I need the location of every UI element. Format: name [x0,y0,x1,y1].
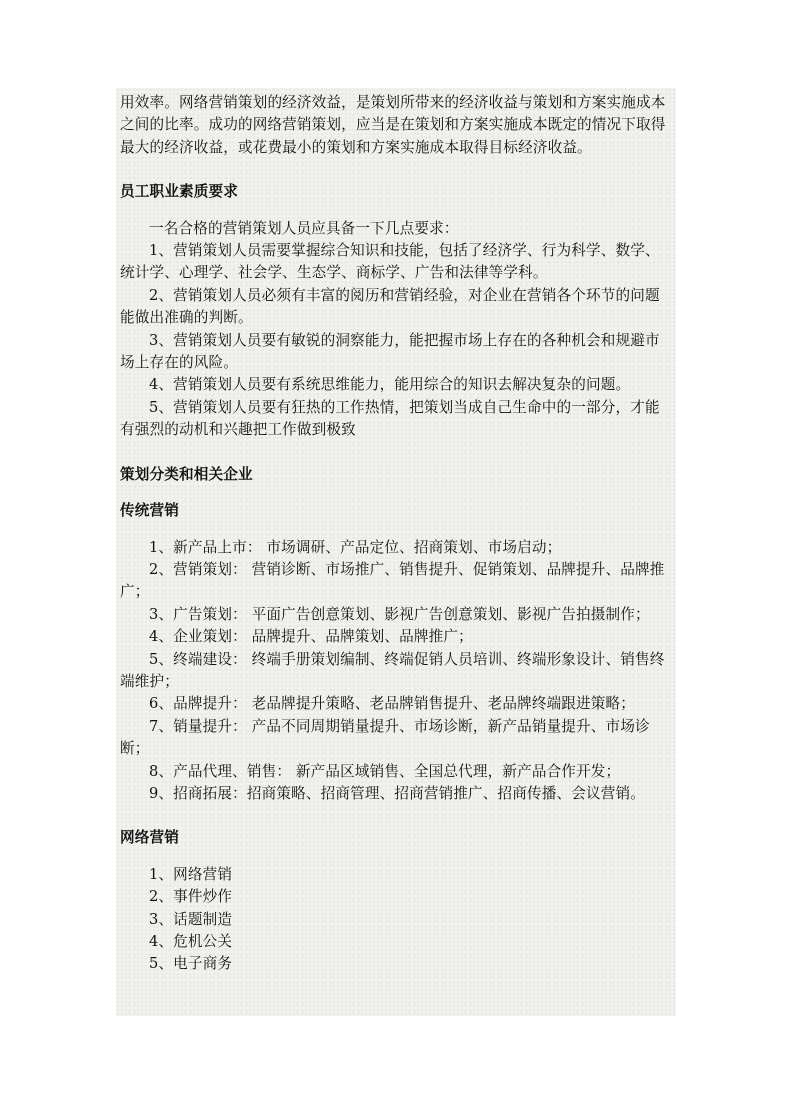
traditional-item-2: 2、营销策划： 营销诊断、市场推广、销售提升、促销策划、品牌提升、品牌推广； [120,560,665,601]
quality-lead: 一名合格的营销策划人员应具备一下几点要求： [149,219,459,237]
online-item-4: 4、危机公关 [149,933,233,950]
online-item-2: 2、事件炒作 [149,888,233,906]
heading-employee-quality: 员工职业素质要求 [120,183,238,201]
heading-categories: 策划分类和相关企业 [120,465,253,483]
traditional-item-7: 7、销量提升： 产品不同周期销量提升、市场诊断，新产品销量提升、市场诊断； [120,717,650,758]
traditional-item-3: 3、广告策划： 平面广告创意策划、影视广告创意策划、影视广告拍摄制作； [149,605,650,623]
traditional-item-8: 8、产品代理、销售： 新产品区域销售、全国总代理，新产品合作开发； [149,762,621,780]
traditional-item-9: 9、招商拓展：招商策略、招商管理、招商营销推广、招商传播、会议营销。 [149,784,645,802]
intro-paragraph: 用效率。网络营销策划的经济效益，是策划所带来的经济收益与策划和方案实施成本之间的比率。成功的网络营销策划，应当是在策划和方案实施成本既定的情况下取得最大的经济收益，或花费最小的策划和方案实施成本取得目标经济收益。 [120,94,666,156]
traditional-item-6: 6、品牌提升： 老品牌提升策略、老品牌销售提升、老品牌终端跟进策略； [149,695,636,713]
traditional-item-5: 5、终端建设： 终端手册策划编制、终端促销人员培训、终端形象设计、销售终端维护； [120,650,665,690]
online-item-3: 3、话题制造 [149,910,233,928]
quality-item-1: 1、营销策划人员需要掌握综合知识和技能，包括了经济学、行为科学、数学、统计学、心理学、社会学、生态学、商标学、广告和法律等学科。 [120,242,660,282]
heading-traditional-marketing: 传统营销 [120,502,179,520]
heading-online-marketing: 网络营销 [120,829,179,847]
traditional-item-1: 1、新产品上市： 市场调研、产品定位、招商策划、市场启动； [149,538,562,556]
document-body [120,92,672,976]
quality-item-2: 2、营销策划人员必须有丰富的阅历和营销经验，对企业在营销各个环节的问题能做出准确的判断。 [120,286,660,327]
quality-item-3: 3、营销策划人员要有敏锐的洞察能力，能把握市场上存在的各种机会和规避市场上存在的风险。 [120,331,660,372]
online-item-1: 1、网络营销 [149,865,233,883]
online-item-5: 5、电子商务 [149,955,233,973]
quality-item-4: 4、营销策划人员要有系统思维能力，能用综合的知识去解决复杂的问题。 [149,376,631,394]
traditional-item-4: 4、企业策划： 品牌提升、品牌策划、品牌推广； [149,628,473,646]
quality-item-5: 5、营销策划人员要有狂热的工作热情，把策划当成自己生命中的一部分，才能有强烈的动机和兴趣把工作做到极致 [120,398,660,439]
